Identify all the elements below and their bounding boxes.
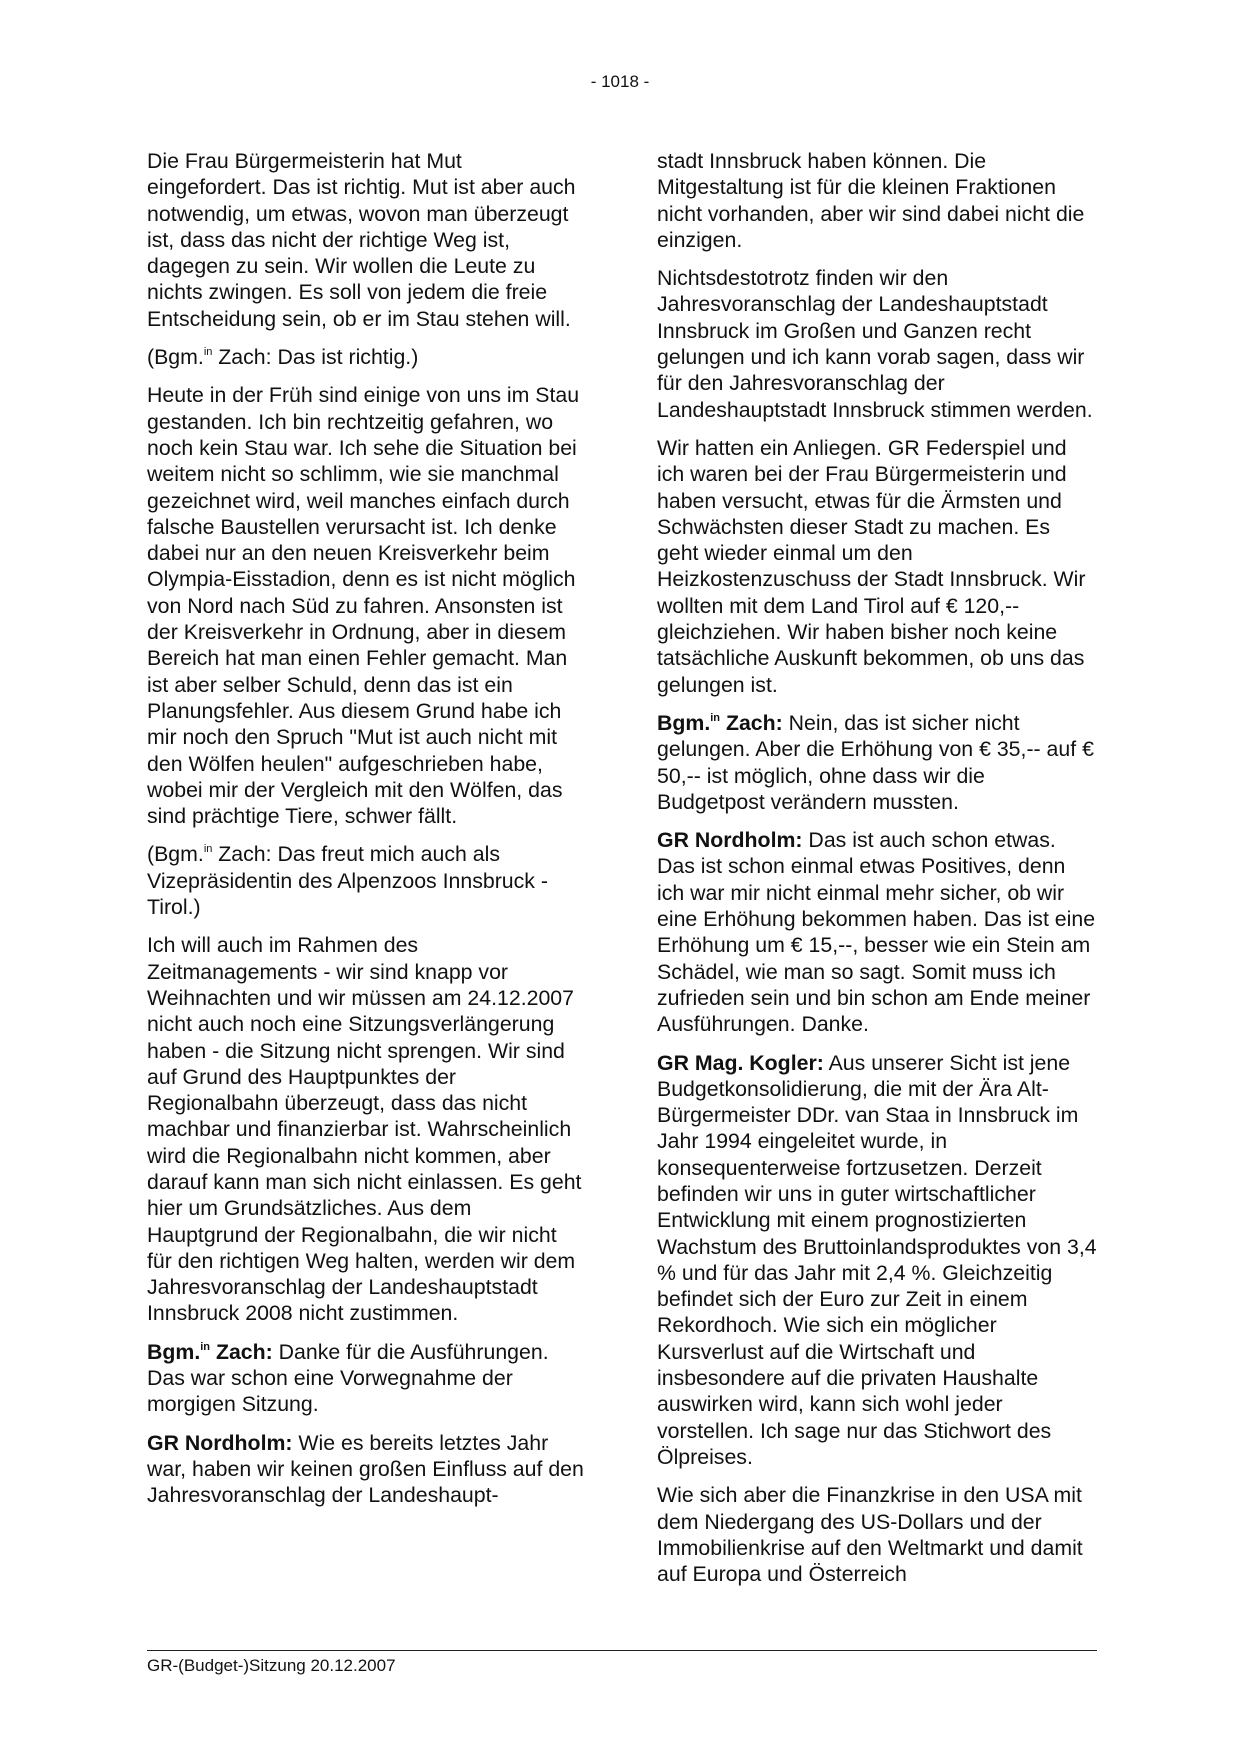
paragraph-text: Nichtsdestotrotz finden wir den Jahresvoranschlag der Landeshauptstadt Innsbruck im Großen und Ganzen recht gelungen und ich kann vorab sagen, dass wir für den Jahresvoranschlag der Landeshauptstadt Innsbruck stimmen werden. (657, 266, 1093, 422)
paragraph (657, 265, 1097, 423)
speaker-paragraph (657, 1050, 1097, 1471)
interjection-prefix: (Bgm. (147, 345, 204, 370)
paragraph (657, 1482, 1097, 1587)
paragraph-text: stadt Innsbruck haben können. Die Mitgestaltung ist für die kleinen Fraktionen nicht vorhanden, aber wir sind dabei nicht die einzigen. (657, 149, 1085, 252)
speaker-label: GR Nordholm: (657, 828, 803, 853)
paragraph (147, 382, 587, 829)
paragraph (147, 932, 587, 1326)
paragraph-text: Ich will auch im Rahmen des Zeitmanagements - wir sind knapp vor Weihnachten und wir müssen am 24.12.2007 nicht auch noch eine Sitzungsverlängerung haben - die Sitzung nicht sprengen. Wir sind auf Grund des Hauptpunktes der Regionalbahn überzeugt, dass das nicht machbar und finanzierbar ist. Wahrscheinlich wird die Regionalbahn nicht kommen, aber darauf kann man sich nicht einlassen. Es geht hier um Grundsätzliches. Aus dem Hauptgrund der Regionalbahn, die wir nicht für den richtigen Weg halten, werden wir dem Jahresvoranschlag der Landeshauptstadt Innsbruck 2008 nicht zustimmen. (147, 933, 582, 1326)
title-superscript: in (200, 1340, 211, 1353)
paragraph-text: Die Frau Bürgermeisterin hat Mut eingefordert. Das ist richtig. Mut ist aber auch notwendig, um etwas, wovon man überzeugt ist, dass das nicht der richtige Weg ist, dagegen zu sein. Wir wollen die Leute zu nichts zwingen. Es soll von jedem die freie Entscheidung sein, ob er im Stau stehen will. (147, 149, 576, 331)
paragraph-text: Aus unserer Sicht ist jene Budgetkonsolidierung, die mit der Ära Alt-Bürgermeister DDr. van Staa in Innsbruck im Jahr 1994 eingeleitet wurde, in konsequenterweise fortzusetzen. Derzeit befinden wir uns in guter wirtschaftlicher Entwicklung mit einem prognostizierten Wachstum des Bruttoinlandsproduktes von 3,4 % und für das Jahr mit 2,4 %. Gleichzeitig befindet sich der Euro zur Zeit in einem Rekordhoch. Wie sich ein möglicher Kursverlust auf die Wirtschaft und insbesondere auf die privaten Haushalte auswirken wird, kann sich wohl jeder vorstellen. Ich sage nur das Stichwort des Ölpreises. (657, 1050, 1097, 1469)
interjection-prefix: (Bgm. (147, 842, 204, 867)
paragraph (147, 148, 587, 332)
interjection-text: Zach: Das ist richtig.) (212, 345, 419, 370)
interjection (147, 841, 587, 920)
speaker-name-tail: Zach: (210, 1339, 273, 1364)
paragraph-text: Das ist auch schon etwas. Das ist schon einmal etwas Positives, denn ich war mir nicht einmal mehr sicher, ob wir eine Erhöhung bekommen haben. Das ist eine Erhöhung um € 15,--, besser wie ein Stein am Schädel, wie man so sagt. Somit muss ich zufrieden sein und bin schon am Ende meiner Ausführungen. Danke. (657, 828, 1096, 1037)
title-superscript: in (710, 711, 721, 724)
speaker-paragraph (147, 1339, 587, 1418)
speaker-label (147, 1340, 273, 1364)
speaker-paragraph (147, 1430, 587, 1509)
right-column (657, 148, 1097, 1599)
page-number: - 1018 - (590, 72, 650, 91)
speaker-label: GR Nordholm: (147, 1430, 293, 1455)
left-column (147, 148, 587, 1521)
speaker-label (657, 711, 783, 735)
interjection (147, 344, 587, 370)
paragraph-text: Wie es bereits letztes Jahr war, haben wir keinen großen Einfluss auf den Jahresvoranschlag der Landeshaupt- (147, 1430, 584, 1508)
footer-divider (147, 1650, 1097, 1651)
paragraph-text: Nein, das ist sicher nicht gelungen. Aber die Erhöhung von € 35,-- auf € 50,-- ist möglich, ohne dass wir die Budgetpost verändern mussten. (657, 710, 1094, 814)
paragraph (657, 148, 1097, 253)
paragraph-text: Wie sich aber die Finanzkrise in den USA mit dem Niedergang des US-Dollars und der Immobilienkrise auf den Weltmarkt und damit auf Europa und Österreich (657, 1483, 1083, 1587)
paragraph-text: Wir hatten ein Anliegen. GR Federspiel und ich waren bei der Frau Bürgermeisterin und haben versucht, etwas für die Ärmsten und Schwächsten dieser Stadt zu machen. Es geht wieder einmal um den Heizkostenzuschuss der Stadt Innsbruck. Wir wollten mit dem Land Tirol auf € 120,-- gleichziehen. Wir haben bisher noch keine tatsächliche Auskunft bekommen, ob uns das gelungen ist. (657, 435, 1086, 697)
footer-session-label: GR-(Budget-)Sitzung 20.12.2007 (147, 1656, 396, 1675)
paragraph-text: Heute in der Früh sind einige von uns im Stau gestanden. Ich bin rechtzeitig gefahren, wo noch kein Stau war. Ich sehe die Situation bei weitem nicht so schlimm, wie sie manchmal gezeichnet wird, weil manches einfach durch falsche Baustellen verursacht ist. Ich denke dabei nur an den neuen Kreisverkehr beim Olympia-Eisstadion, denn es ist nicht möglich von Nord nach Süd zu fahren. Ansonsten ist der Kreisverkehr in Ordnung, aber in diesem Bereich hat man einen Fehler gemacht. Man ist aber selber Schuld, denn das ist ein Planungsfehler. Aus diesem Grund habe ich mir noch den Spruch "Mut ist auch nicht mit den Wölfen heulen" aufgeschrieben habe, wobei mir der Vergleich mit den Wölfen, das sind prächtige Tiere, schwer fällt. (147, 383, 580, 829)
paragraph (657, 435, 1097, 698)
speaker-paragraph (657, 710, 1097, 815)
speaker-paragraph (657, 827, 1097, 1037)
speaker-name: Bgm. (657, 710, 711, 735)
title-superscript: in (203, 843, 213, 856)
speaker-name-tail: Zach: (720, 710, 783, 735)
speaker-label: GR Mag. Kogler: (657, 1050, 824, 1075)
title-superscript: in (203, 346, 213, 359)
paragraph-text: Danke für die Ausführungen. Das war schon eine Vorwegnahme der morgigen Sitzung. (147, 1339, 549, 1417)
speaker-name: Bgm. (147, 1339, 201, 1364)
interjection-text: Zach: Das freut mich auch als Vizepräsidentin des Alpenzoos Innsbruck - Tirol.) (147, 842, 548, 920)
